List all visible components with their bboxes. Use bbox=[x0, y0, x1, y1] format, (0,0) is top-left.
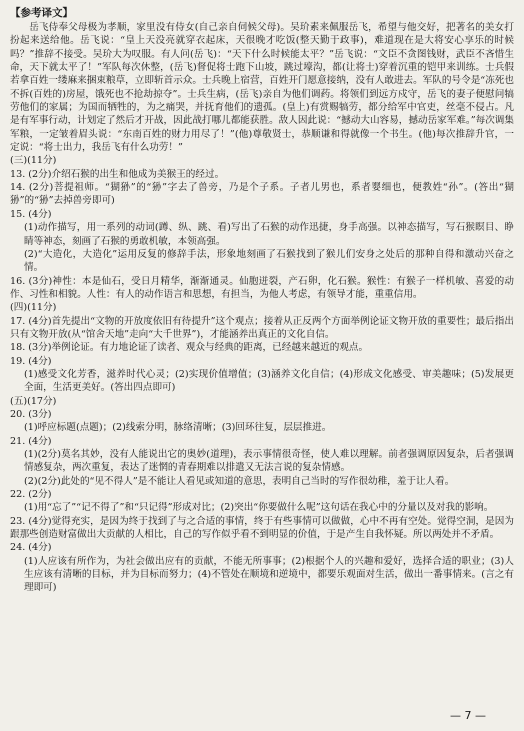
answer-15: 15. (4分) bbox=[10, 208, 52, 220]
answer-16: 16. (3分)神性：本是仙石，受日月精华，渐渐通灵。仙胞迸裂，产石卵，化石猴。猴性：有猴子一样机敏、喜爱的动作、习性和相貌。人性：有人的动作语言和思想，有担当，为他人考虑，有领导才能，重重信用。 bbox=[10, 275, 514, 300]
answer-20-part-1: (1)呼应标题(点题)；(2)线索分明，脉络清晰；(3)回环往复，层层推进。 bbox=[24, 422, 332, 434]
answer-18: 18. (3分)举例论证。有力地论证了读者、观众与经典的距离，已经越来越近的观点。 bbox=[10, 342, 369, 354]
answer-13: 13. (2分)介绍石猴的出生和他成为美猴王的经过。 bbox=[10, 168, 225, 180]
answer-19: 19. (4分) bbox=[10, 355, 52, 367]
answer-24-part-1: (1)人应该有所作为，为社会做出应有的贡献，不能无所事事；(2)根据个人的兴趣和爱好，选择合适的职业；(3)人生应该有清晰的目标，并为目标而努力；(4)不管处在顺境和逆境中，都要乐观面对生活，做出一番事情来。(言之有理即可) bbox=[24, 555, 514, 594]
answer-22-part-1: (1)用“忘了”“记不得了”和“只记得”形成对比；(2)突出“你要做什么呢”这句话在我心中的分量以及对我的影响。 bbox=[24, 502, 494, 514]
answer-22: 22. (2分) bbox=[10, 489, 52, 501]
page-number: — 7 — bbox=[450, 709, 486, 722]
translation-paragraph: 岳飞侍奉父母极为孝顺，家里没有侍女(自己亲自伺候父母)。吴玠素来佩服岳飞，希望与他交好，把著名的美女打扮起来送给他。岳飞说：“皇上天没亮就穿衣起床，天很晚才吃饭(整天勤于政事)，难道现在是大将安心享乐的时候吗？”推辞不接受。吴玠大为叹服。有人问(岳飞)：“天下什么时候能太平？”岳飞说：“文臣不贪图钱财，武臣不吝惜生命，天下就太平了！”军队每次休整，(岳飞)督促将士跑下山坡，跳过壕沟，都(让将士)穿着沉重的铠甲来训练。士兵假若拿百姓一缕麻来捆束粮草，立即斩首示众。士兵晚上宿营，百姓开门愿意接纳，没有人敢进去。军队的号令是“冻死也不拆(百姓的)房屋，饿死也不抢劫掠夺”。士兵生病，(岳飞)亲自为他们调药。将领们到远方戍守，岳飞的妻子便慰问犒劳他们的家属；为国而牺牲的，为之痛哭，并抚育他们的遗孤。(皇上)有赏赐犒劳，都分给军中官吏，丝毫不侵占。凡是有军事行动，计划定了然后才开战，因此战打哪儿都能获胜。敌人因此说：“撼动大山容易，撼动岳家军难。”每次调集军粮，一定皱着眉头说：“东南百姓的财力用尽了！”(他)尊敬贤士，恭顺谦和得就像一个书生。(他)每次推辞升官，一定说：“将士出力，我岳飞有什么功劳！” bbox=[10, 22, 514, 154]
section-heading-4: (四)(11分) bbox=[10, 302, 57, 314]
answer-20: 20. (3分) bbox=[10, 408, 52, 420]
answer-14: 14. (2分)菩提祖师。“猢狲”的“狲”字去了兽旁，乃是个子系。子者儿男也，系者婴细也，便教姓“孙”。(答出“猢狲”的“狲”去掉兽旁即可) bbox=[10, 182, 514, 207]
section-title: 【参考译文】 bbox=[10, 7, 73, 19]
section-heading-3: (三)(11分) bbox=[10, 155, 57, 167]
section-heading-5: (五)(17分) bbox=[10, 395, 57, 407]
answer-24: 24. (4分) bbox=[10, 542, 52, 554]
answer-15-part-2: (2)“大造化，大造化”运用反复的修辞手法，形象地刻画了石猴找到了猴儿们安身之处后的那种自得和激动兴奋之情。 bbox=[24, 248, 514, 274]
answer-19-part-1: (1)感受文化芳香，滋养时代心灵；(2)实现价值增值；(3)涵养文化自信；(4)形成文化感受、审美趣味；(5)发展更全面，生活更美好。(答出四点即可) bbox=[24, 368, 514, 394]
answer-17: 17. (4分)首先提出“文物的开放度依旧有待提升”这个观点；接着从正反两个方面举例论证文物开放的重要性；最后指出只有文物开放(从“馆舍天地”走向“大千世界”)，才能涵养出真正的文化自信。 bbox=[10, 315, 514, 340]
answer-21-part-2: (2)(2分)此处的“见不得人”是不能让人看见或知道的意思，表明自己当时的写作很幼稚，羞于让人看。 bbox=[24, 475, 455, 487]
answer-21: 21. (4分) bbox=[10, 435, 52, 447]
answer-15-part-1: (1)动作描写，用一系列的动词(蹲、纵、跳、看)写出了石猴的动作迅捷，身手高强。以神态描写，写石猴瞑目、睁睛等神态，刻画了石猴的勇敢机敏，本领高强。 bbox=[24, 222, 514, 247]
answer-23: 23. (4分)觉得充实，是因为终于找到了与之合适的事情，终于有些事情可以做做，心中不再有空处。觉得空洞，是因为跟那些创造财富做出大贡献的人相比，自己的写作似乎看不到明显的价值，于是产生自我怀疑。所以两处并不矛盾。 bbox=[10, 515, 514, 541]
answer-21-part-1: (1)(2分)莫名其妙，没有人能说出它的奥妙(道理)，表示事情很奇怪，使人难以理解。前者强调原因复杂，后者强调情感复杂，两次重复，表达了迷惘的青春期难以排遣又无法言说的复杂情感。 bbox=[24, 449, 514, 474]
